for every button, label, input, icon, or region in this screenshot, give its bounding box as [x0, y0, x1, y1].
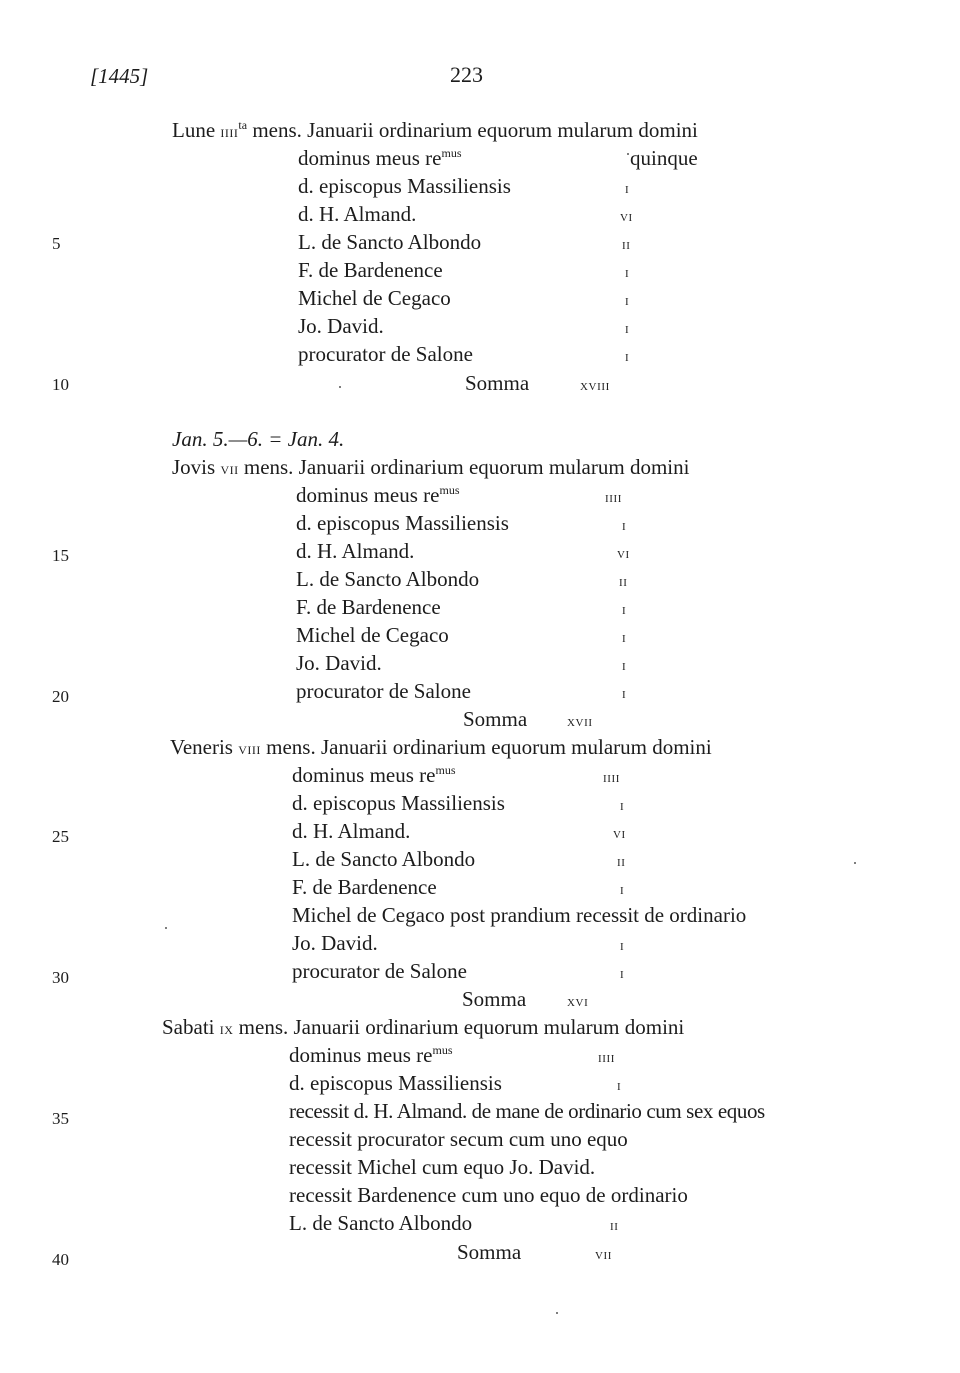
entry-name: d. H. Almand. — [296, 539, 415, 563]
line-number: 15 — [52, 546, 69, 565]
entry-name: F. de Bardenence — [296, 595, 441, 619]
entry-value: i — [625, 348, 630, 365]
entry-value: i — [620, 937, 625, 954]
entry-value: ii — [619, 573, 628, 590]
line-number: 5 — [52, 234, 61, 253]
entry-name: Michel de Cegaco — [298, 286, 451, 310]
day-heading: Sabati ix mens. Januarii ordinarium equorum mularum domini — [162, 1015, 685, 1039]
entry-value: i — [625, 264, 630, 281]
speckle — [556, 1312, 558, 1314]
entry-name: recessit Michel cum equo Jo. David. — [289, 1155, 596, 1179]
somma-label: Somma — [463, 707, 528, 731]
somma-label: Somma — [465, 371, 530, 395]
entry-name: recessit procurator secum cum uno equo — [289, 1127, 628, 1151]
entry-name: procurator de Salone — [298, 342, 473, 366]
speckle — [854, 862, 856, 864]
entry-name: dominus meus $re^{mus}$ — [296, 483, 460, 507]
somma-value: xviii — [580, 377, 610, 394]
entry-value: i — [622, 601, 627, 618]
line-number: 25 — [52, 827, 69, 846]
line-number: 40 — [52, 1250, 69, 1269]
line-number: 10 — [52, 375, 69, 394]
speckle — [627, 153, 629, 155]
page-number: 223 — [450, 62, 483, 87]
entry-name: F. de Bardenence — [292, 875, 437, 899]
entry-value: vi — [613, 825, 626, 842]
entry-value: vi — [620, 208, 633, 225]
entry-name: d. episcopus Massiliensis — [296, 511, 509, 535]
entry-name: Jo. David. — [296, 651, 382, 675]
entry-value: i — [620, 965, 625, 982]
day-heading: Lune iiii$^{ta}$ mens. Januarii ordinarium equorum mularum domini — [172, 118, 698, 142]
entry-name: L. de Sancto Albondo — [298, 230, 482, 254]
entry-name: dominus meus $re^{mus}$ — [298, 146, 462, 170]
entry-value: iiii — [603, 769, 621, 786]
entry-name: Jo. David. — [292, 931, 378, 955]
entry-name: F. de Bardenence — [298, 258, 443, 282]
entry-value: i — [625, 180, 630, 197]
entry-value: i — [622, 629, 627, 646]
entry-name: d. H. Almand. — [292, 819, 411, 843]
entry-value: ii — [617, 853, 626, 870]
somma-label: Somma — [457, 1240, 522, 1264]
year-header: [1445] — [90, 64, 149, 88]
entry-value: i — [622, 657, 627, 674]
entry-value: i — [617, 1077, 622, 1094]
somma-value: xvi — [567, 993, 589, 1010]
speckle — [339, 386, 341, 388]
day-heading: Jovis vii mens. Januarii ordinarium equorum mularum domini — [172, 455, 690, 479]
entry-name: Michel de Cegaco — [296, 623, 449, 647]
somma-label: Somma — [462, 987, 527, 1011]
entry-name: recessit Bardenence cum uno equo de ordinario — [289, 1183, 688, 1207]
speckle — [165, 927, 167, 929]
line-number: 35 — [52, 1109, 69, 1128]
line-number: 30 — [52, 968, 69, 987]
entry-name: d. H. Almand. — [298, 202, 417, 226]
entry-value: vi — [617, 545, 630, 562]
somma-value: vii — [595, 1246, 613, 1263]
entry-value: iiii — [605, 489, 623, 506]
entry-value: iiii — [598, 1049, 616, 1066]
line-number: 20 — [52, 687, 69, 706]
entry-value: i — [620, 881, 625, 898]
entry-value: i — [622, 517, 627, 534]
entry-name: d. episcopus Massiliensis — [292, 791, 505, 815]
date-note: Jan. 5.—6. = Jan. 4. — [172, 427, 345, 451]
entry-name: L. de Sancto Albondo — [292, 847, 476, 871]
entry-value: i — [620, 797, 625, 814]
entry-value: quinque — [630, 146, 698, 170]
entry-value: i — [622, 685, 627, 702]
entry-name: Jo. David. — [298, 314, 384, 338]
somma-value: xvii — [567, 713, 593, 730]
entry-name: L. de Sancto Albondo — [289, 1211, 473, 1235]
entry-value: i — [625, 292, 630, 309]
entry-name: d. episcopus Massiliensis — [298, 174, 511, 198]
entry-name: Michel de Cegaco post prandium recessit de ordinario — [292, 903, 747, 927]
entry-name: procurator de Salone — [292, 959, 467, 983]
entry-name: dominus meus $re^{mus}$ — [292, 763, 456, 787]
entry-name: dominus meus $re^{mus}$ — [289, 1043, 453, 1067]
day-heading: Veneris viii mens. Januarii ordinarium equorum mularum domini — [170, 735, 712, 759]
entry-value: ii — [610, 1217, 619, 1234]
entry-name: procurator de Salone — [296, 679, 471, 703]
entry-name: d. episcopus Massiliensis — [289, 1071, 502, 1095]
entry-name: recessit d. H. Almand. de mane de ordinario cum sex equos — [289, 1099, 765, 1123]
entry-name: L. de Sancto Albondo — [296, 567, 480, 591]
entry-value: ii — [622, 236, 631, 253]
entry-value: i — [625, 320, 630, 337]
